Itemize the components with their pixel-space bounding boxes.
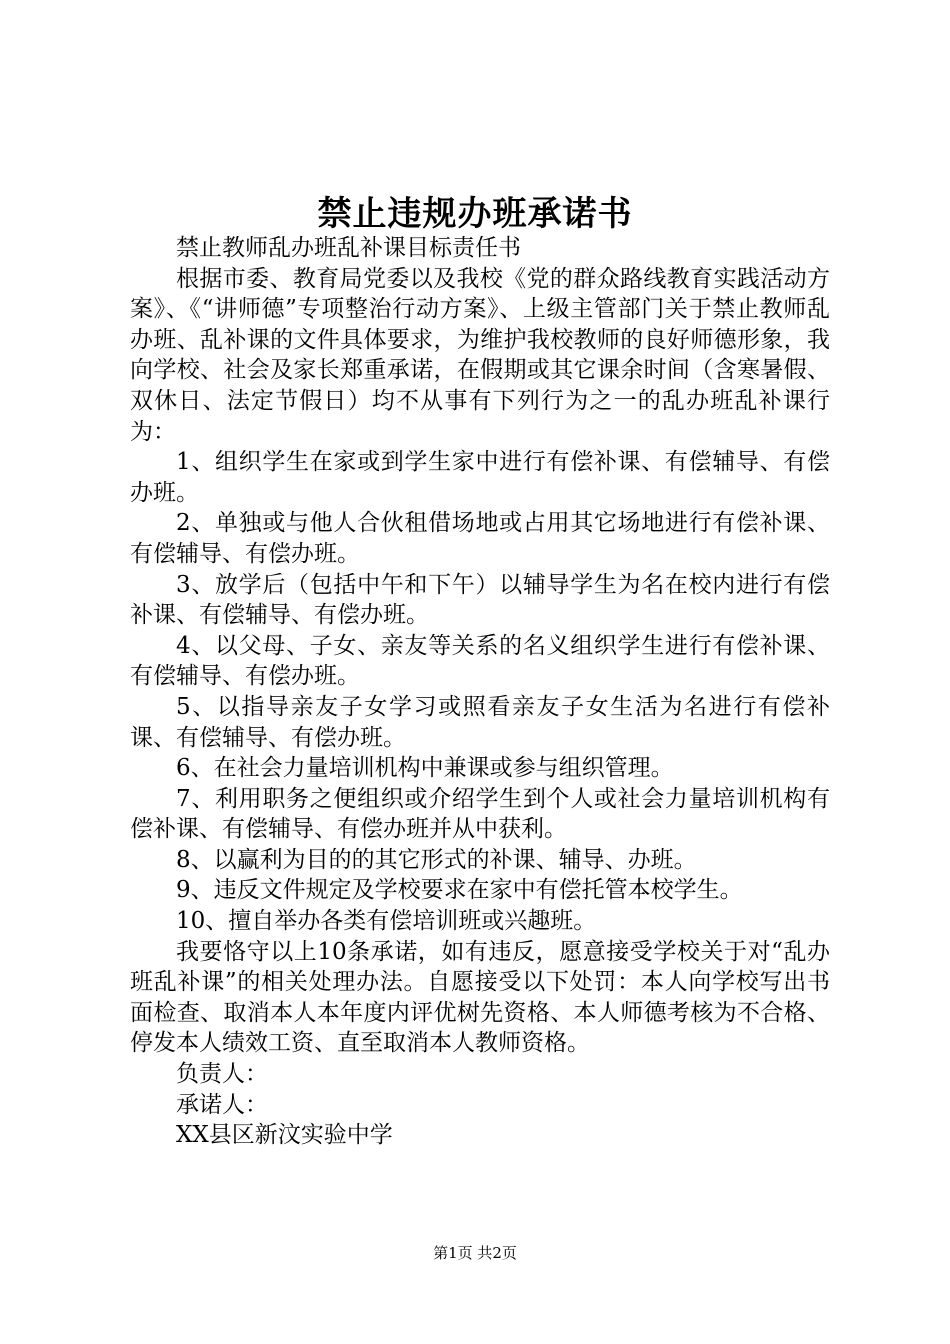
- subtitle-paragraph: 禁止教师乱办班乱补课目标责任书: [176, 235, 521, 261]
- page-number-footer: 第1页 共2页: [433, 1244, 517, 1262]
- intro-paragraph: 根据市委、教育局党委以及我校《党的群众路线教育实践活动方案》、《“讲师德”专项整治行动方案》、上级主管部门关于禁止教师乱办班、乱补课的文件具体要求，为维护我校教师的良好师德形象，我向学校、社会及家长郑重承诺，在假期或其它课余时间（含寒暑假、双休日、法定节假日）均不从事有下列行为之一的乱办班乱补课行为：: [130, 265, 830, 445]
- rule-item-10: 10、擅自举办各类有偿培训班或兴趣班。: [176, 908, 597, 935]
- rule-item-7: 7、利用职务之便组织或介绍学生到个人或社会力量培训机构有偿补课、有偿辅导、有偿办班并从中获利。: [130, 785, 830, 843]
- school-name-line: XX县区新汶实验中学: [176, 1122, 393, 1149]
- document-title: 禁止违规办班承诺书: [317, 194, 633, 234]
- rule-item-3: 3、放学后（包括中午和下午）以辅导学生为名在校内进行有偿补课、有偿辅导、有偿办班。: [130, 571, 830, 629]
- commitment-paragraph: 我要恪守以上10条承诺，如有违反，愿意接受学校关于对“乱办班乱补课”的相关处理办法。自愿接受以下处罚：本人向学校写出书面检查、取消本人本年度内评优树先资格、本人师德考核为不合格、停发本人绩效工资、直至取消本人教师资格。: [130, 938, 830, 1057]
- rule-item-6: 6、在社会力量培训机构中兼课或参与组织管理。: [176, 755, 674, 782]
- rule-item-8: 8、以赢利为目的的其它形式的补课、辅导、办班。: [176, 846, 697, 873]
- rule-item-5: 5、以指导亲友子女学习或照看亲友子女生活为名进行有偿补课、有偿辅导、有偿办班。: [130, 693, 830, 751]
- responsible-person-line: 负责人：: [176, 1061, 268, 1088]
- rule-item-1: 1、组织学生在家或到学生家中进行有偿补课、有偿辅导、有偿办班。: [130, 449, 830, 506]
- promiser-line: 承诺人：: [176, 1091, 268, 1118]
- rule-item-4: 4、以父母、子女、亲友等关系的名义组织学生进行有偿补课、有偿辅导、有偿办班。: [130, 632, 830, 690]
- document-body: [130, 233, 830, 1151]
- rule-item-2: 2、单独或与他人合伙租借场地或占用其它场地进行有偿补课、有偿辅导、有偿办班。: [130, 510, 830, 567]
- rule-item-9: 9、违反文件规定及学校要求在家中有偿托管本校学生。: [176, 877, 743, 904]
